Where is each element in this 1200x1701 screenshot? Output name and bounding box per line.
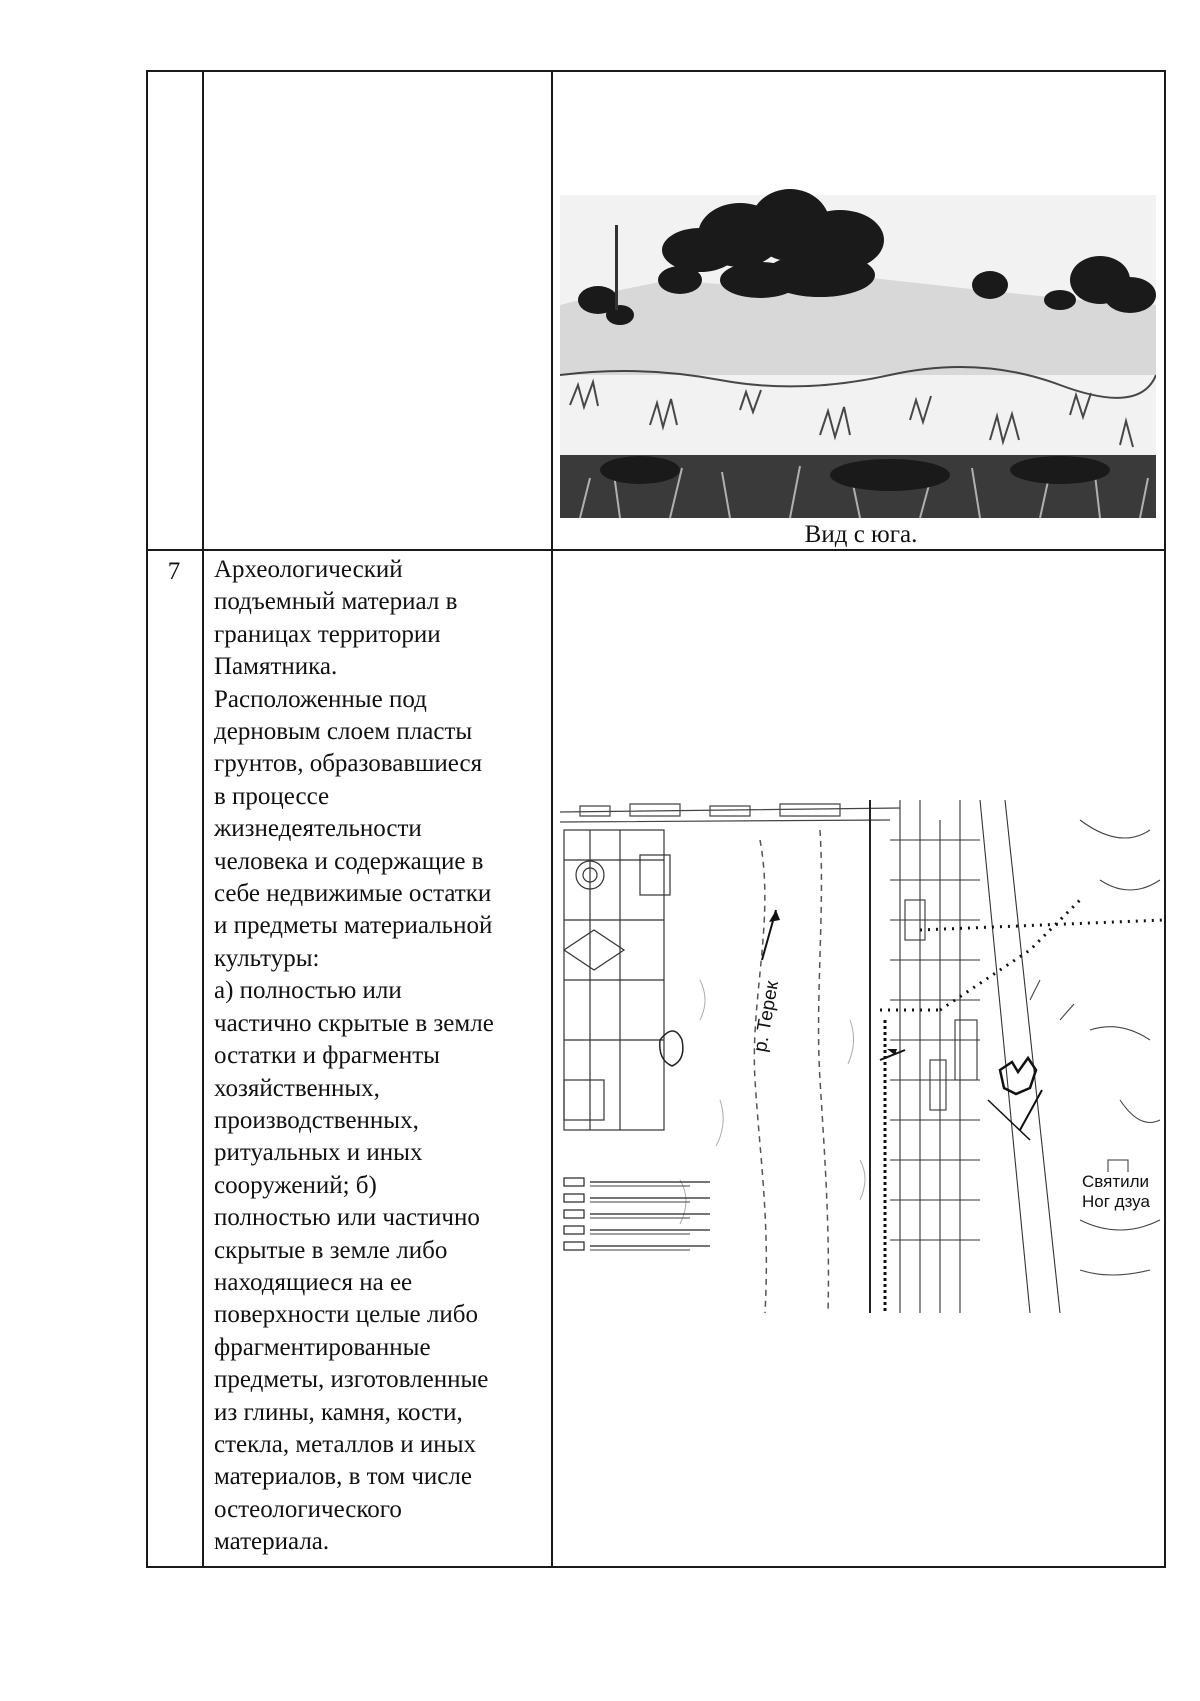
map-river-label: р. Терек xyxy=(750,979,784,1054)
site-map xyxy=(560,800,1164,1313)
row-number: 7 xyxy=(167,558,181,585)
column-divider-2 xyxy=(551,70,553,1568)
table-left-border xyxy=(146,70,148,1568)
table-bottom-border xyxy=(146,1566,1166,1568)
object-description: Археологический подъемный материал в границах территории Памятника. Расположенные под дерновым слоем пласты грунтов, образовавшиеся в процессе жизнедеятельности человека и содержащие в себе недвижимые остатки и предметы материальной культуры: а) полностью или частично скрытые в земле остатки и фрагменты хозяйственных, производственных, ритуальных и иных сооружений; б) полностью или частично скрытые в земле либо находящиеся на ее поверхности целые либо фрагментированные предметы, изготовленные из глины, камня, кости, стекла, металлов и иных материалов, в том числе остеологического материала. xyxy=(214,556,494,1556)
photo-caption: Вид с юга. xyxy=(804,521,918,548)
site-photo xyxy=(560,75,1156,518)
column-divider-1 xyxy=(202,70,204,1568)
map-drawing xyxy=(560,800,1164,1313)
table-right-border xyxy=(1164,70,1166,1568)
map-site-label: Святили Ног дзуа xyxy=(1082,1172,1150,1211)
table-top-border xyxy=(146,70,1166,72)
